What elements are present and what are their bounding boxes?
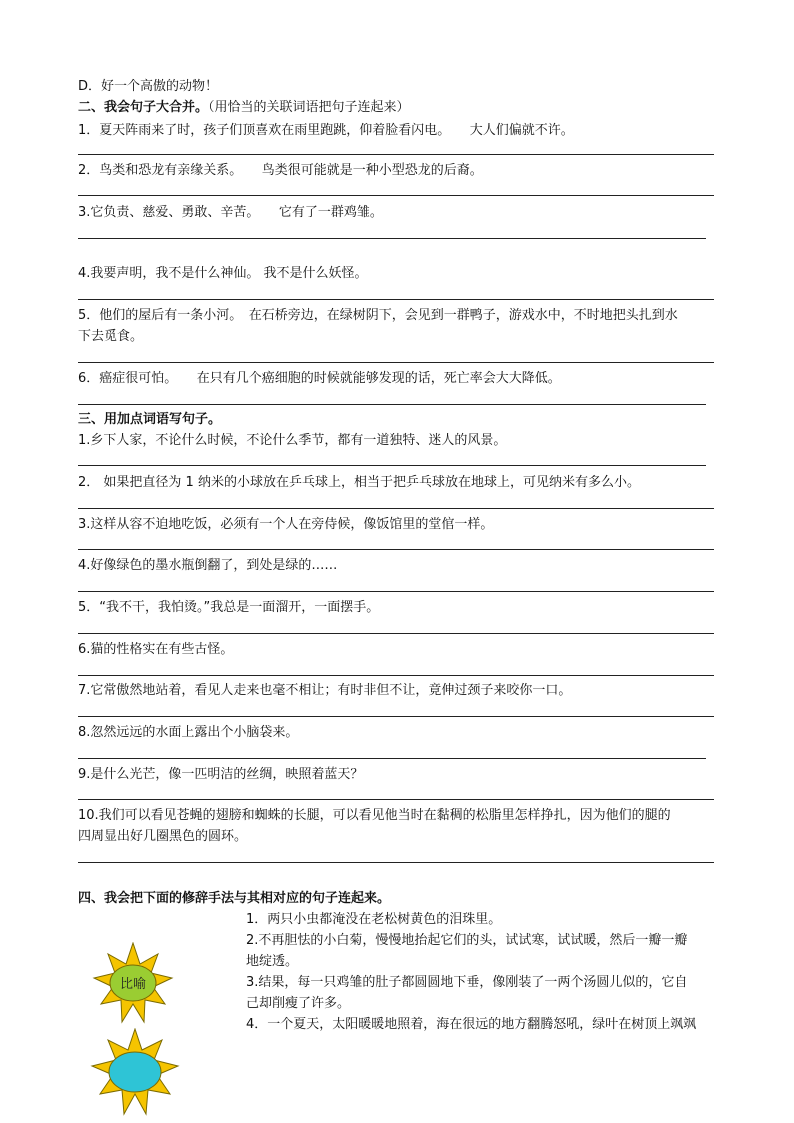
section3-item-4: 4.好像绿色的墨水瓶倒翻了，到处是绿的…… bbox=[78, 558, 338, 573]
option-d: D．好一个高傲的动物！ bbox=[78, 79, 219, 94]
section3-item-10: 10.我们可以看见苍蝇的翅膀和蜘蛛的长腿，可以看见他当时在黏稠的松脂里怎样挣扎，因为他们的腿的 bbox=[78, 808, 671, 823]
section4-item-2: 2.不再胆怯的小白菊，慢慢地抬起它们的头，试试寒，试试暖，然后一瓣一瓣 bbox=[246, 933, 688, 948]
answer-line[interactable] bbox=[78, 238, 706, 239]
answer-line[interactable] bbox=[78, 154, 714, 155]
answer-line[interactable] bbox=[78, 758, 706, 759]
section4-title: 四、我会把下面的修辞手法与其相对应的句子连起来。 bbox=[78, 891, 391, 906]
section4-item-3: 3.结果，每一只鸡雏的肚子都圆圆地下垂，像刚装了一两个汤圆儿似的，它自 bbox=[246, 975, 688, 990]
section2-item-5-cont: 下去觅食。 bbox=[78, 329, 144, 344]
answer-line[interactable] bbox=[78, 362, 714, 363]
section3-item-8: 8.忽然远远的水面上露出个小脑袋来。 bbox=[78, 725, 299, 740]
answer-line[interactable] bbox=[78, 633, 714, 634]
section3-item-5: 5．“我不干，我怕烫。”我总是一面溜开，一面摆手。 bbox=[78, 600, 380, 615]
answer-line[interactable] bbox=[78, 862, 714, 863]
section3-item-9: 9.是什么光芒，像一匹明洁的丝绸，映照着蓝天？ bbox=[78, 767, 364, 782]
section3-item-7: 7.它常傲然地站着，看见人走来也毫不相让；有时非但不让，竟伸过颈子来咬你一口。 bbox=[78, 683, 572, 698]
answer-line[interactable] bbox=[78, 675, 714, 676]
section2-item-6: 6．癌症很可怕。 在只有几个癌细胞的时候就能够发现的话，死亡率会大大降低。 bbox=[78, 371, 561, 386]
section2-heading bbox=[78, 99, 410, 117]
section4-item-4: 4．一个夏天，太阳暖暖地照着，海在很远的地方翻腾怒吼，绿叶在树顶上飒飒 bbox=[246, 1017, 697, 1032]
answer-line[interactable] bbox=[78, 508, 714, 509]
section3-item-2: 2． 如果把直径为 1 纳米的小球放在乒乓球上，相当于把乒乓球放在地球上，可见纳米有多么小。 bbox=[78, 475, 640, 490]
sun-label: 比喻 bbox=[119, 977, 147, 992]
answer-line[interactable] bbox=[78, 299, 714, 300]
section2-title: 二、我会句子大合并。 bbox=[78, 100, 209, 115]
answer-line[interactable] bbox=[78, 591, 714, 592]
answer-line[interactable] bbox=[78, 404, 706, 405]
section2-item-4: 4.我要声明，我不是什么神仙。 我不是什么妖怪。 bbox=[78, 266, 368, 281]
answer-line[interactable] bbox=[78, 716, 714, 717]
section3-item-1: 1.乡下人家，不论什么时候，不论什么季节，都有一道独特、迷人的风景。 bbox=[78, 433, 507, 448]
section2-item-2: 2．鸟类和恐龙有亲缘关系。 鸟类很可能就是一种小型恐龙的后裔。 bbox=[78, 163, 483, 178]
answer-line[interactable] bbox=[78, 465, 706, 466]
section3-title: 三、用加点词语写句子。 bbox=[78, 412, 222, 427]
section3-item-6: 6.猫的性格实在有些古怪。 bbox=[78, 642, 234, 657]
section2-instruction: （用恰当的关联词语把句子连起来） bbox=[208, 100, 410, 115]
answer-line[interactable] bbox=[78, 799, 714, 800]
answer-line[interactable] bbox=[78, 195, 714, 196]
section4-item-1: 1．两只小虫都淹没在老松树黄色的泪珠里。 bbox=[246, 912, 502, 927]
section2-item-5: 5．他们的屋后有一条小河。 在石桥旁边，在绿树阴下，会见到一群鸭子，游戏水中，不时地把头扎到水 bbox=[78, 308, 678, 323]
section3-item-10-cont: 四周显出好几圈黑色的圆环。 bbox=[78, 829, 248, 844]
section3-item-3: 3.这样从容不迫地吃饭，必须有一个人在旁侍候，像饭馆里的堂倌一样。 bbox=[78, 517, 494, 532]
sun-metaphor-icon[interactable] bbox=[92, 942, 174, 1024]
section2-item-3: 3.它负责、慈爱、勇敢、辛苦。 它有了一群鸡雏。 bbox=[78, 205, 383, 220]
sun-center bbox=[109, 1052, 161, 1092]
section4-item-3-cont: 己却削瘦了许多。 bbox=[246, 996, 351, 1011]
answer-line[interactable] bbox=[78, 549, 714, 550]
section2-item-1: 1．夏天阵雨来了时，孩子们顶喜欢在雨里跑跳，仰着脸看闪电。 大人们偏就不许。 bbox=[78, 123, 574, 138]
sun-blank-icon[interactable] bbox=[90, 1028, 180, 1116]
section4-item-2-cont: 地绽透。 bbox=[246, 954, 299, 969]
